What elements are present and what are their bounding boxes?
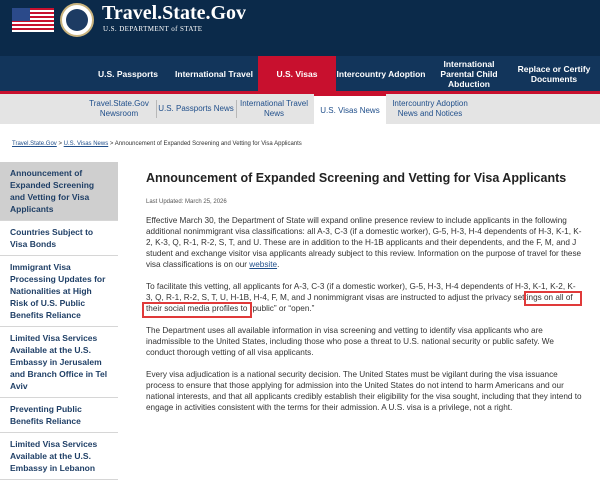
sub-nav-divider — [156, 100, 157, 118]
paragraph-1-text: Effective March 30, the Department of State will expand online presence review to include applicants in the following additional nonimmigrant visa classifications: all A-3, C-3 (if a domestic worker), G-5, H-3, H-4 dependents of H-3, K-1, K-2, K-3, Q, R-1, R-2, S, T, and U. These are in addition to the H-1B applicants and their dependents, and the F, M, and J student and exchange visitor visa applicants already subject to this review. Information on the purpose of travel for these visa classifications is on our — [146, 216, 582, 269]
sub-nav-divider — [236, 100, 237, 118]
breadcrumb-link-home[interactable]: Travel.State.Gov — [12, 141, 57, 147]
sidebar-item-lebanon-services[interactable]: Limited Visa Services Available at the U.S. Embassy in Lebanon — [0, 433, 118, 480]
sub-nav — [0, 94, 600, 124]
breadcrumb-link-visas-news[interactable]: U.S. Visas News — [63, 141, 109, 147]
sidebar-item-immigrant-visa-updates[interactable]: Immigrant Visa Processing Updates for Nationalities at High Risk of U.S. Public Benefits Reliance — [0, 256, 118, 327]
sub-nav-us-visas-news[interactable]: U.S. Visas News — [314, 94, 386, 125]
social-media-highlight-box — [524, 291, 582, 306]
main-nav — [0, 56, 600, 91]
main-nav-replace-certify-documents[interactable]: Replace or Certify Documents — [517, 63, 591, 84]
site-subtitle: U.S. DEPARTMENT of STATE — [103, 25, 203, 33]
sub-nav-newsroom[interactable]: Travel.State.Gov Newsroom — [89, 99, 149, 118]
sub-nav-intercountry-adoption-news[interactable]: Intercountry Adoption News and Notices — [392, 99, 468, 118]
article-paragraph-3: The Department uses all available information in visa screening and vetting to identify visa applicants who are inadmissible to the United States, including those who pose a threat to U.S. national security or public safety. We conduct thorough vetting of all visa applicants. — [146, 326, 554, 357]
last-updated: Last Updated: March 25, 2026 — [146, 199, 227, 205]
paragraph-1-end: . — [277, 260, 280, 269]
main-nav-us-visas[interactable]: U.S. Visas — [258, 56, 336, 91]
site-title[interactable]: Travel.State.Gov — [102, 2, 247, 24]
breadcrumb-separator: > — [109, 141, 114, 147]
sidebar — [0, 162, 118, 480]
main-nav-us-passports[interactable]: U.S. Passports — [98, 68, 158, 79]
breadcrumb-separator: > — [58, 141, 62, 147]
article-paragraph-4: Every visa adjudication is a national security decision. The United States must be vigilant during the visa issuance process to ensure that those applying for admission into the United States do not intend to harm Americans and our national interests, and that all applicants credibly establish their eligibility for the visa sought, including that they intend to engage in activities consistent with the terms for their admission. A U.S. visa is a privilege, not a right. — [146, 370, 582, 412]
website-link[interactable]: website — [249, 260, 278, 269]
sidebar-item-public-benefits[interactable]: Preventing Public Benefits Reliance — [0, 398, 118, 433]
us-flag-icon — [12, 8, 54, 32]
breadcrumb — [12, 141, 302, 147]
sub-nav-passports-news[interactable]: U.S. Passports News — [158, 104, 234, 113]
sidebar-item-jerusalem-services[interactable]: Limited Visa Services Available at the U.S. Embassy in Jerusalem and Branch Office in Tel Aviv — [0, 327, 118, 398]
article-paragraph-2: To facilitate this vetting, all applicants for A-3, C-3 (if a domestic worker), G-5, H-3, H-4 dependents of H-3, K-1, K-2, K-3, Q, R-1, R-2, S, T, U, H-1B, H-4, F, M, and J nonimmigrant visas are instructed to adjust the privacy settings on all of their social media profiles to “public” or “open.” — [146, 282, 576, 313]
site-header — [0, 0, 600, 56]
main-nav-parental-child-abduction[interactable]: International Parental Child Abduction — [440, 58, 498, 89]
sidebar-item-expanded-screening[interactable]: Announcement of Expanded Screening and Vetting for Visa Applicants — [0, 162, 118, 221]
profiles-public-highlight-box — [142, 302, 252, 318]
sub-nav-international-travel-news[interactable]: International Travel News — [239, 99, 309, 118]
article-paragraph-1 — [146, 215, 582, 270]
state-department-seal-icon[interactable] — [60, 3, 94, 37]
main-nav-intercountry-adoption[interactable]: Intercountry Adoption — [336, 68, 426, 79]
page-title: Announcement of Expanded Screening and Vetting for Visa Applicants — [146, 171, 567, 185]
main-nav-international-travel[interactable]: International Travel — [175, 68, 253, 79]
sidebar-item-visa-bonds[interactable]: Countries Subject to Visa Bonds — [0, 221, 118, 256]
breadcrumb-current: Announcement of Expanded Screening and Vetting for Visa Applicants — [114, 141, 302, 147]
